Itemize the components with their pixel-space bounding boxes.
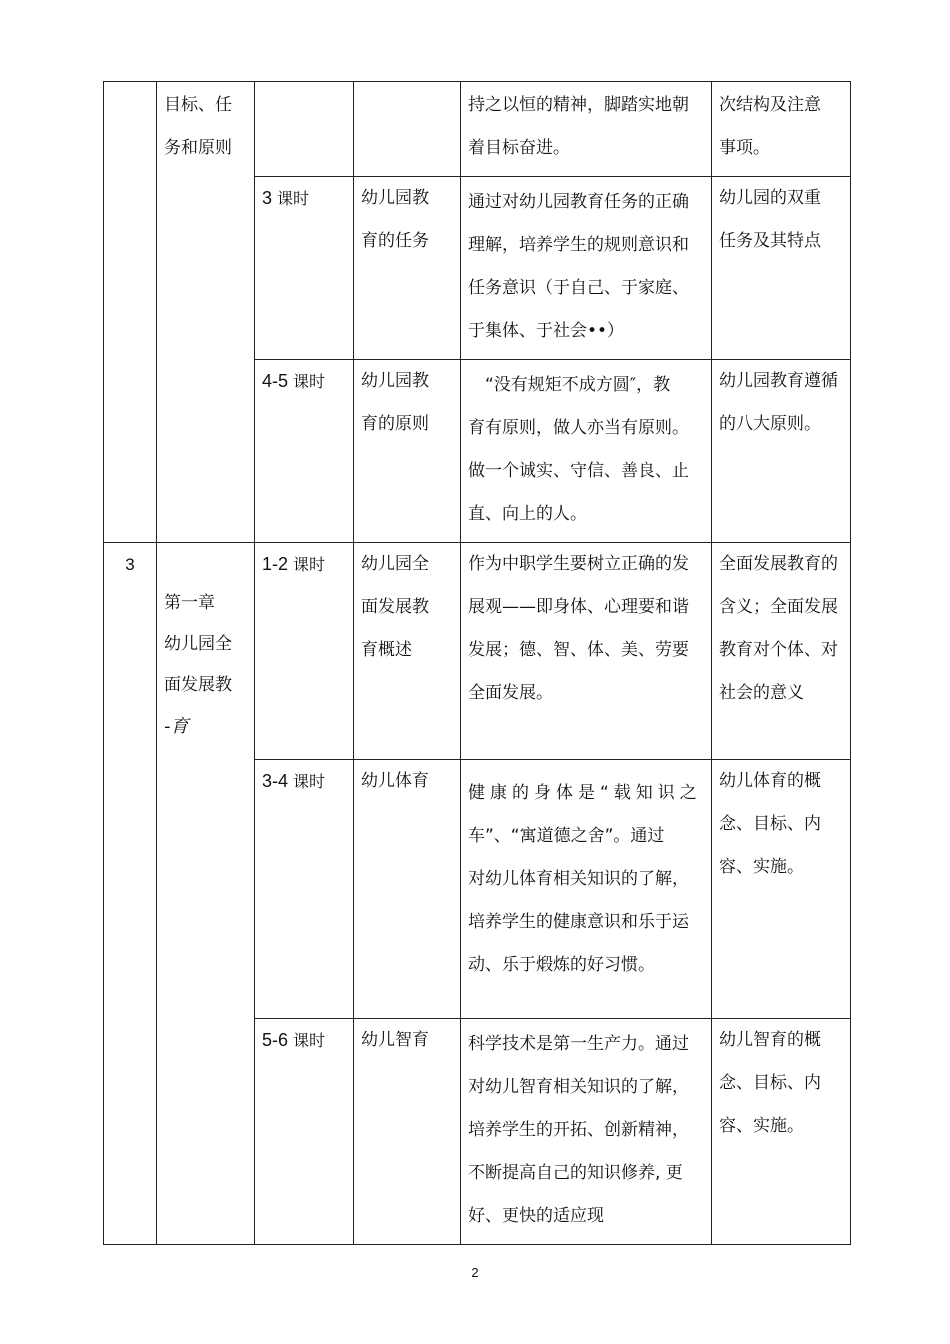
goal-cell — [461, 760, 712, 1019]
hours-label — [255, 360, 353, 403]
hours-unit: 课时 — [293, 772, 326, 791]
topic-cell — [354, 543, 461, 760]
content-text: 全面发展教育的 含义；全面发展 教育对个体、对 社会的意义 — [719, 554, 838, 703]
goal-cell — [461, 360, 712, 543]
chapter-line: 幼儿园全 — [164, 634, 232, 654]
hours-cell — [255, 760, 354, 1019]
goal-text: 作为中职学生要树立正确的发 展观——即身体、心理要和谐 发展；德、智、体、美、劳要 全面发展。 — [468, 554, 689, 703]
chapter-line: 第一章 — [164, 593, 215, 613]
goal-text: 通过对幼儿园教育任务的正确 理解，培养学生的规则意识和 任务意识（于自己、于家庭、 于集体、于社会••） — [468, 192, 689, 341]
table-row — [104, 82, 851, 177]
hours-label — [255, 543, 353, 586]
goal-first-line: 健康的身体是“载知识之 — [468, 783, 702, 803]
section-cell-empty — [104, 82, 157, 543]
hours-number: 5-6 — [262, 1030, 289, 1050]
goal-cell — [461, 543, 712, 760]
hours-label — [255, 177, 353, 220]
hours-unit: 课时 — [293, 372, 326, 391]
topic-text: 幼儿智育 — [361, 1030, 429, 1050]
content-text: 幼儿体育的概 念、目标、内 容、实施。 — [719, 771, 821, 877]
chapter-cell — [157, 543, 255, 1245]
content-cell — [712, 760, 851, 1019]
topic-cell — [354, 82, 461, 177]
section-number: 3 — [104, 543, 157, 1245]
content-text: 次结构及注意 事项。 — [719, 95, 821, 158]
page-number: 2 — [471, 1265, 479, 1280]
chapter-cell — [157, 82, 255, 543]
hours-unit: 课时 — [293, 1031, 326, 1050]
topic-text: 幼儿园全 面发展教 育概述 — [361, 554, 429, 660]
hours-cell — [255, 177, 354, 360]
hours-number: 1-2 — [262, 554, 289, 574]
goal-text — [461, 760, 711, 987]
hours-cell — [255, 1019, 354, 1245]
hours-label — [255, 760, 353, 803]
goal-cell — [461, 82, 712, 177]
hours-unit: 课时 — [277, 189, 310, 208]
topic-cell — [354, 1019, 461, 1245]
goal-cell — [461, 1019, 712, 1245]
content-cell — [712, 360, 851, 543]
content-cell — [712, 177, 851, 360]
content-text: 幼儿智育的概 念、目标、内 容、实施。 — [719, 1030, 821, 1136]
goal-text: “没有规矩不成方圆″，教 育有原则，做人亦当有原则。 做一个诚实、守信、善良、止 直、向上的人。 — [468, 375, 689, 524]
topic-cell — [354, 760, 461, 1019]
content-cell — [712, 82, 851, 177]
chapter-line: 面发展教 — [164, 675, 232, 695]
topic-cell — [354, 360, 461, 543]
content-cell — [712, 543, 851, 760]
hours-number: 3 — [262, 188, 273, 208]
hours-number: 3-4 — [262, 771, 289, 791]
topic-text: 幼儿体育 — [361, 771, 429, 791]
content-text: 幼儿园教育遵循 的八大原则。 — [719, 371, 838, 434]
topic-text: 幼儿园教 育的原则 — [361, 371, 429, 434]
lesson-plan-table — [103, 81, 851, 1245]
table-row — [104, 543, 851, 760]
content-cell — [712, 1019, 851, 1245]
hours-cell — [255, 543, 354, 760]
hours-cell — [255, 360, 354, 543]
goal-text: 科学技术是第一生产力。通过 对幼儿智育相关知识的了解， 培养学生的开拓、创新精神， 不断提高自己的知识修养, 更 好、更快的适应现 — [468, 1034, 689, 1226]
topic-text: 幼儿园教 育的任务 — [361, 188, 429, 251]
goal-rest: 车”、“寓道德之舍”。通过 对幼儿体育相关知识的了解， 培养学生的健康意识和乐于运 动、乐于煅炼的好习惯。 — [468, 826, 689, 975]
goal-cell — [461, 177, 712, 360]
hours-number: 4-5 — [262, 371, 289, 391]
hours-unit: 课时 — [293, 555, 326, 574]
topic-cell — [354, 177, 461, 360]
chapter-title — [157, 543, 254, 748]
content-text: 幼儿园的双重 任务及其特点 — [719, 188, 821, 251]
goal-text: 持之以恒的精神，脚踏实地朝 着目标奋进。 — [468, 95, 689, 158]
chapter-title: 目标、任 务和原则 — [164, 95, 232, 158]
hours-label — [255, 1019, 353, 1062]
hours-cell — [255, 82, 354, 177]
chapter-line-italic: -育 — [164, 716, 189, 737]
